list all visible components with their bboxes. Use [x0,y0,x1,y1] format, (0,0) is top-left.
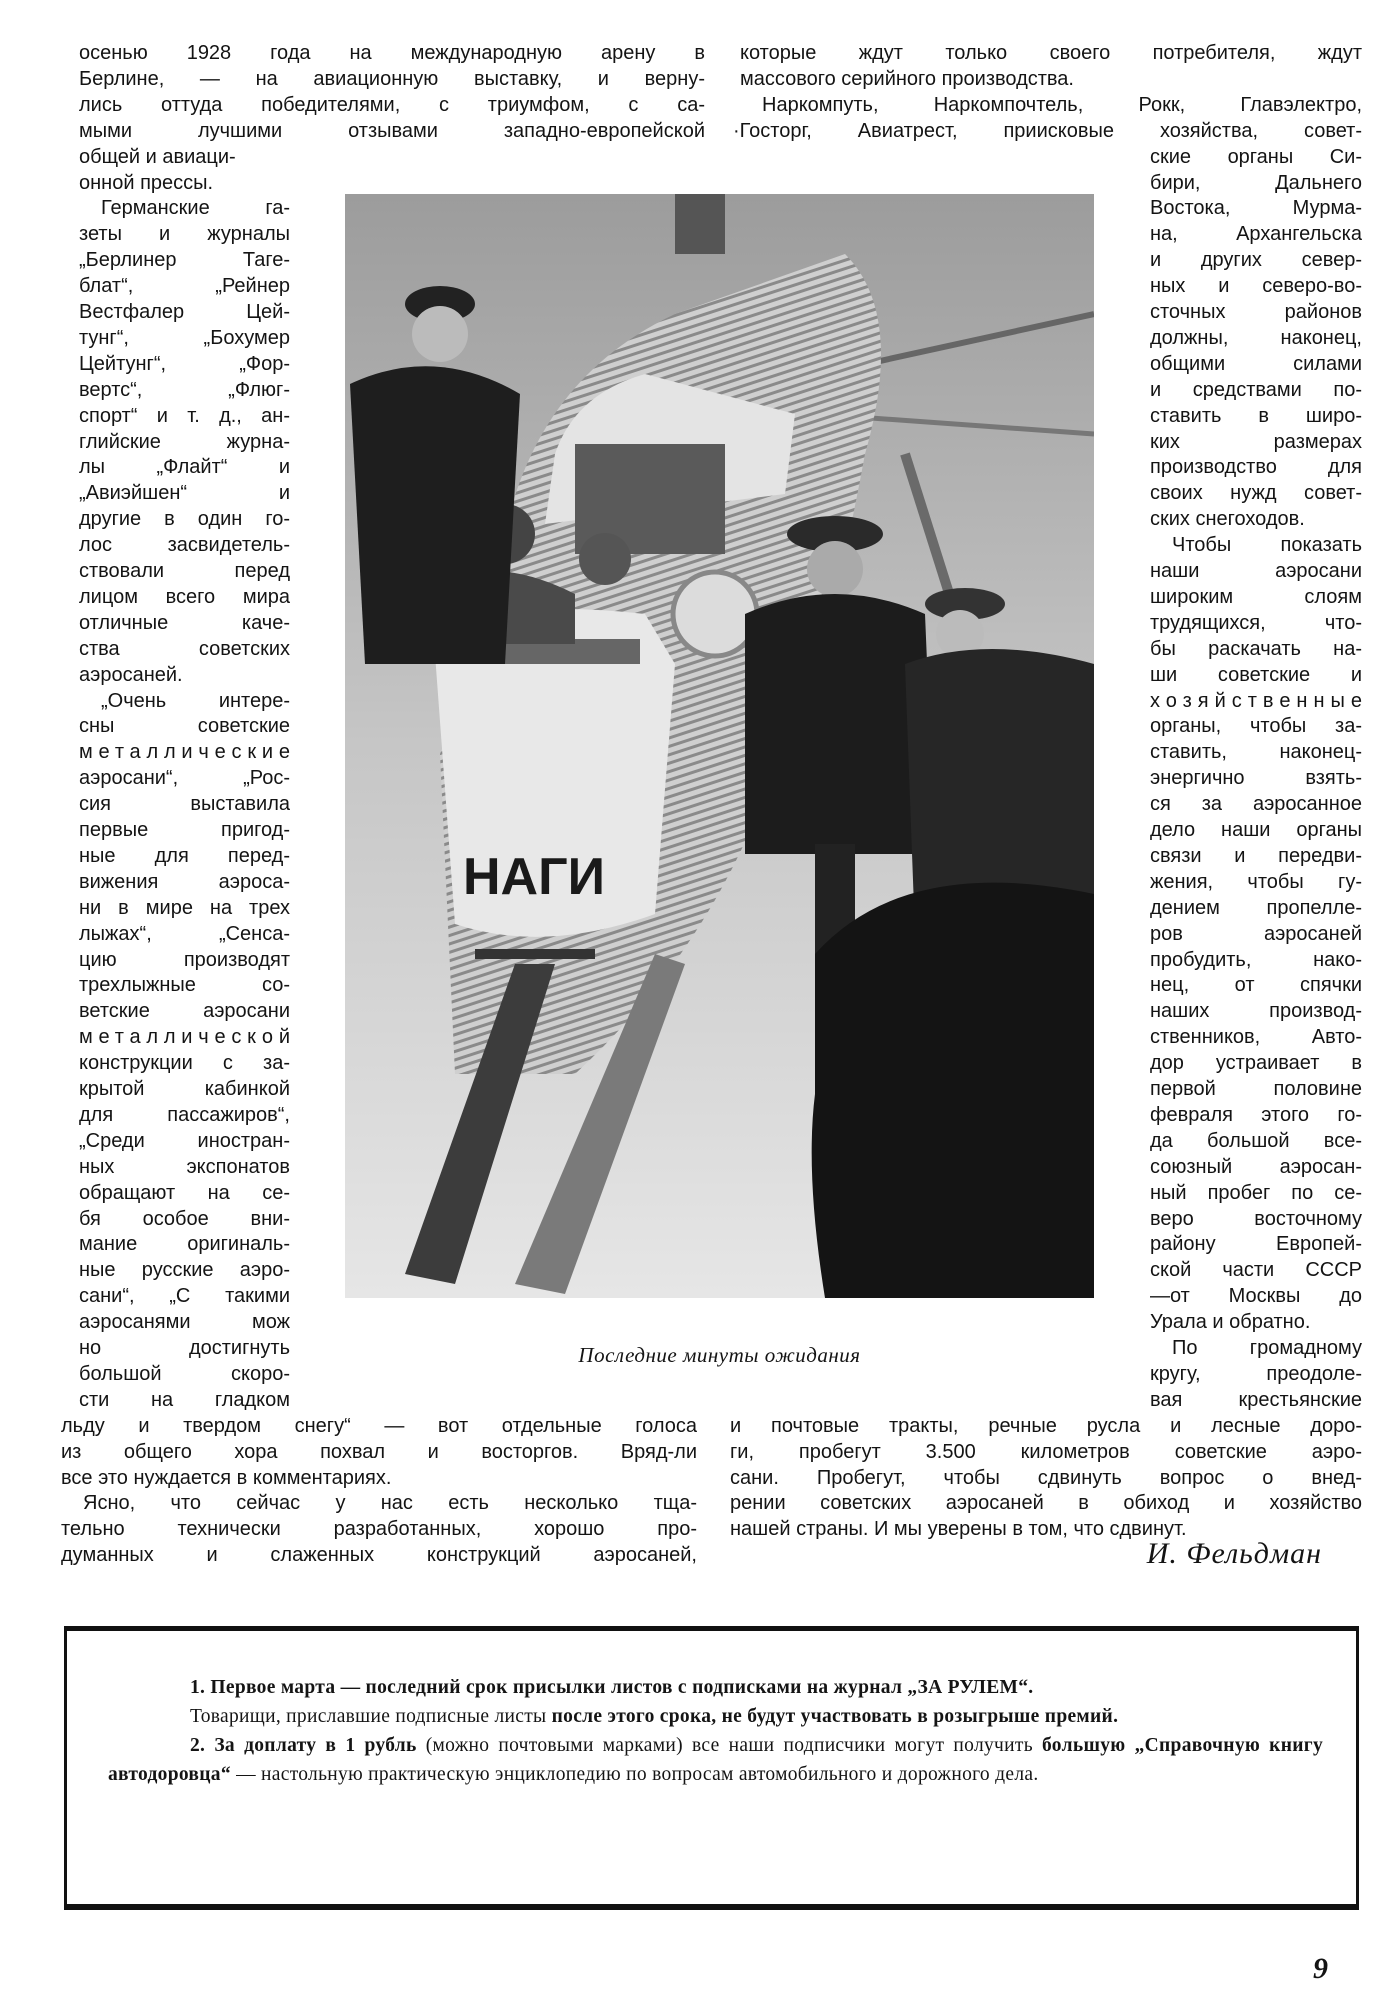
text-line: хозяйственные [1150,689,1368,712]
text-line: которые ждут только своего потребителя, ждут [740,42,1362,64]
text-line: глийские журна- [79,430,290,453]
text-line: бири, Дальнего [1150,171,1362,194]
text-line: Вестфалер Цей- [79,301,290,323]
text-line: но достигнуть [79,1337,290,1359]
text-line: ные для перед- [79,844,290,867]
text-line: дением пропелле- [1150,896,1362,919]
text-line: большой скоро- [79,1362,290,1385]
text-line: рении советских аэросаней в обиход и хозяйство [730,1492,1362,1515]
photo-caption: Последние минуты ожидания [578,1343,861,1367]
text-line: лись оттуда победителями, с триумфом, с са- [79,93,705,116]
text-line: другие в один го- [79,508,290,531]
text-line: и почтовые тракты, речные русла и лесные доро- [730,1414,1362,1437]
text-line: району Европей- [1150,1233,1362,1256]
notice-comrades: Товарищи, приславшие подписные листы [190,1706,552,1727]
text-line: конструкции с за- [79,1052,290,1075]
text-line: мыми лучшими отзывами западно-европейской [79,119,705,142]
text-line: вижения аэроса- [79,870,290,893]
text-line: думанных и слаженных конструкций аэросаней, [61,1544,697,1567]
text-line: ров аэросаней [1150,922,1362,945]
text-line: отличные каче- [79,611,290,634]
text-line: ни в мире на трех [79,896,290,919]
text-line: ши советские и [1150,663,1362,686]
text-line: металлические [79,741,296,764]
text-line: на, Архангельска [1150,223,1362,246]
text-line: ственников, Авто- [1150,1026,1362,1049]
notice-offer-detail: (можно почтовыми марками) все наши подписчики могут получить [416,1735,1043,1756]
notice-text [108,1673,1323,1789]
text-line: ся за аэросанное [1150,793,1362,816]
text-line: ствовали перед [79,560,290,582]
text-line: все это нуждается в комментариях. [61,1466,392,1489]
text-line: наши аэросани [1150,560,1362,582]
text-line: вертс“, „Флюг- [79,378,290,401]
text-line: кругу, преодоле- [1150,1362,1362,1385]
text-line: сны советские [79,715,290,738]
text-line: ·Госторг, Авиатрест, приисковые хозяйства, совет- [733,119,1362,142]
subscription-notice-box [64,1626,1359,1910]
notice-paragraph-1 [108,1673,1323,1702]
text-line: лицом всего мира [79,585,290,608]
notice-book-desc: — настольную практическую энциклопедию по вопросам автомобильного и дорожного дела. [230,1764,1039,1785]
text-line: Урала и обратно. [1150,1311,1311,1334]
text-line: По громадному [1172,1337,1362,1359]
text-line: первой половине [1150,1078,1362,1100]
text-line: сточных районов [1150,301,1362,323]
text-line: аэросани“, „Рос- [79,767,290,790]
text-line: из общего хора похвал и восторгов. Вряд-ли [61,1440,697,1463]
text-line: „Очень интере- [101,689,290,712]
text-line: энергично взять- [1150,767,1362,790]
text-line: „Авиэйшен“ и [79,482,290,505]
notice-paragraph-2 [108,1702,1323,1731]
text-line: трехлыжные со- [79,974,290,997]
text-line: Цейтунг“, „Фор- [79,352,290,375]
text-line: своих нужд совет- [1150,482,1362,505]
text-line: бя особое вни- [79,1207,290,1230]
text-line: сани“, „С такими [79,1285,290,1308]
text-line: аэросанями мож [79,1311,290,1334]
text-line: крытой кабинкой [79,1078,290,1100]
text-line: зеты и журналы [79,223,290,246]
text-line: нашей страны. И мы уверены в том, что сдвинут. [730,1518,1187,1541]
text-line: широким слоям [1150,585,1362,608]
text-line: ные русские аэро- [79,1259,290,1282]
photo-image [345,194,1094,1298]
text-line: тунг“, „Бохумер [79,326,290,349]
text-line: —от Москвы до [1150,1285,1362,1308]
vehicle-lettering: НАГИ [463,848,605,906]
text-line: ветские аэросани [79,1000,290,1023]
text-line: ские органы Си- [1150,145,1362,168]
text-line: блат“, „Рейнер [79,275,290,298]
text-line: ставить в широ- [1150,404,1362,427]
text-line: бы раскачать на- [1150,637,1362,660]
text-line: мание оригиналь- [79,1233,290,1256]
text-line: ных экспонатов [79,1155,290,1178]
text-line: союзный аэросан- [1150,1155,1362,1178]
text-line: наших производ- [1150,1000,1362,1023]
text-line: Берлине, — на авиационную выставку, и верну- [79,67,705,90]
page-number: 9 [1313,1952,1328,1985]
text-line: февраля этого го- [1150,1103,1362,1126]
text-line: для пассажиров“, [79,1103,290,1126]
text-line: лы „Флайт“ и [79,456,290,479]
text-line: „Среди иностран- [79,1129,290,1152]
text-line: цию производят [79,948,290,971]
text-line: трудящихся, что- [1150,611,1362,634]
notice-book-title: большую „Справочную книгу автодоровца“ [108,1735,1323,1785]
text-line: сти на гладком [79,1388,290,1411]
text-line: жения, чтобы гу- [1150,870,1362,893]
text-line: да большой все- [1150,1129,1362,1152]
text-line: дело наши органы [1150,819,1362,841]
text-line: общими силами [1150,352,1362,375]
text-line: Чтобы показать [1172,534,1362,557]
text-line: ской части СССР [1150,1259,1362,1282]
text-line: осенью 1928 года на международную арену в [79,42,705,64]
text-line: ный пробег по се- [1150,1181,1362,1204]
text-line: Ясно, что сейчас у нас есть несколько тща- [83,1492,697,1515]
text-line: ких размерах [1150,430,1362,453]
text-line: и других север- [1150,249,1362,272]
text-line: Наркомпуть, Наркомпочтель, Рокк, Главэлектро, [762,93,1362,116]
text-line: первые пригод- [79,819,290,841]
author-signature: И. Фельдман [1146,1537,1322,1570]
text-line: онной прессы. [79,171,214,194]
text-line: лыжах“, „Сенса- [79,922,290,945]
notice-paragraph-3 [108,1731,1323,1789]
text-line: Германские га- [101,197,290,220]
text-line: веро восточному [1150,1207,1362,1230]
text-line: связи и передви- [1150,844,1362,867]
text-line: металлической [79,1026,296,1049]
text-line: обращают на се- [79,1181,290,1204]
text-line: льду и твердом снегу“ — вот отдельные голоса [61,1414,697,1437]
text-line: органы, чтобы за- [1150,715,1362,738]
text-line: тельно технически разработанных, хорошо про- [61,1518,697,1541]
text-line: сани. Пробегут, чтобы сдвинуть вопрос о внед- [730,1466,1362,1489]
text-line: „Берлинер Таге- [79,249,290,272]
text-line: Востока, Мурма- [1150,197,1362,220]
text-line: сия выставила [79,793,290,816]
text-line: ства советских [79,637,290,660]
text-line: должны, наконец, [1150,326,1362,349]
text-line: дор устраивает в [1150,1052,1362,1075]
text-line: лос засвидетель- [79,534,290,557]
text-line: ных и северо-во- [1150,275,1362,298]
notice-warning: после этого срока, не будут участвовать в розыгрыше премий. [551,1706,1119,1727]
text-line: массового серийного производства. [740,67,1074,90]
text-line: спорт“ и т. д., ан- [79,404,290,427]
text-line: ставить, наконец- [1150,741,1362,764]
text-line: ги, пробегут 3.500 километров советские аэро- [730,1440,1362,1463]
notice-offer: 2. За доплату в 1 рубль [190,1735,417,1756]
text-line: ских снегоходов. [1150,508,1305,531]
text-line: аэросаней. [79,663,183,686]
text-line: вая крестьянские [1150,1388,1362,1411]
text-line: производство для [1150,456,1362,479]
text-line: общей и авиаци- [79,145,236,168]
text-line: и средствами по- [1150,378,1362,401]
notice-deadline: 1. Первое марта — последний срок присылки листов с подписками на журнал „ЗА РУЛЕМ“. [190,1677,1034,1698]
aerosled-photo [345,194,1094,1298]
text-line: пробудить, нако- [1150,948,1362,971]
text-line: нец, от спячки [1150,974,1362,997]
